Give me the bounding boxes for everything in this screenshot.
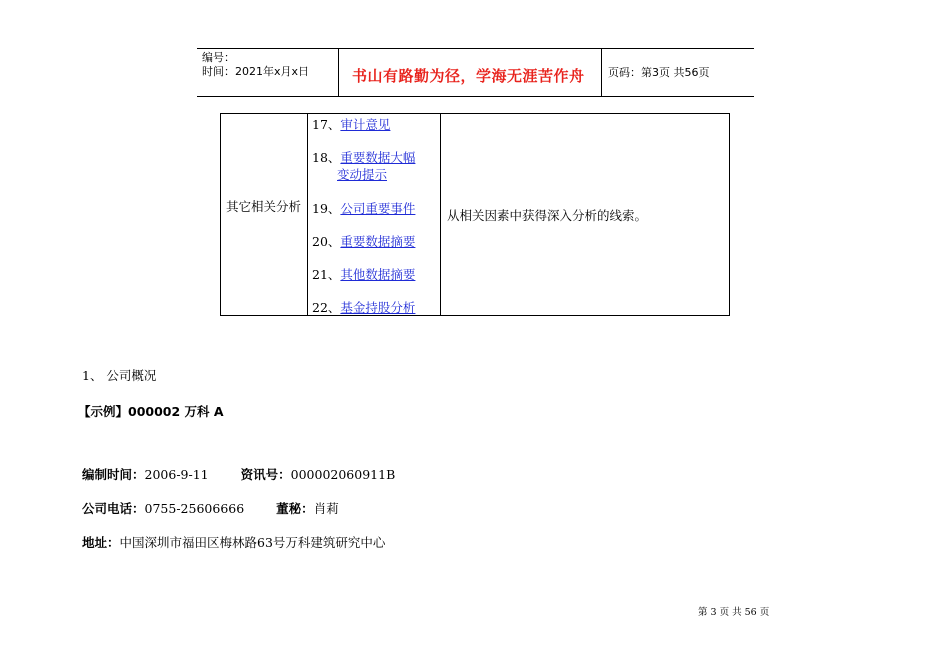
link-key-data-change-cont[interactable]: 变动提示 [337,167,388,182]
link-other-data-summary[interactable]: 其他数据摘要 [340,267,416,282]
item-number: 21、 [312,267,341,282]
item-number: 20、 [312,234,341,249]
secretary-label: 董秘： [276,501,314,516]
phone-label: 公司电话： [82,501,145,516]
category-cell: 其它相关分析 [226,199,302,214]
compile-time-label: 编制时间： [82,467,145,482]
time-label: 时间：2021年x月x日 [202,65,310,78]
link-audit-opinion[interactable]: 审计意见 [340,117,391,132]
address-line [82,535,385,551]
header-divider-right [601,48,602,96]
list-item [312,233,415,250]
compile-time-value: 2006-9-11 [144,467,209,482]
compile-info-line [82,467,395,483]
news-no-label: 资讯号： [240,467,291,482]
page-footer: 第 3 页 共 56 页 [698,607,770,618]
list-item [312,116,390,133]
news-no-value: 000002060911B [290,467,396,482]
item-number: 22、 [312,300,341,315]
contact-line [82,501,339,517]
header-bottom-rule [197,96,754,97]
address-label: 地址： [82,535,120,550]
page-code: 页码：第3页 共56页 [608,66,710,79]
link-key-data-summary[interactable]: 重要数据摘要 [340,234,416,249]
list-item [312,200,415,217]
section-heading: 1、 公司概况 [82,368,157,383]
link-fund-holdings[interactable]: 基金持股分析 [340,300,416,315]
list-item [312,266,415,283]
list-item [312,299,415,316]
link-major-events[interactable]: 公司重要事件 [340,201,416,216]
item-number: 18、 [312,150,341,165]
phone-value: 0755-25606666 [144,501,245,516]
header-divider-left [338,48,339,96]
serial-label: 编号： [202,51,235,64]
table-col-divider-1 [307,114,308,315]
address-value: 中国深圳市福田区梅林路63号万科建筑研究中心 [119,535,386,550]
example-title: 【示例】000002 万科 A [78,404,224,419]
list-item [312,149,415,166]
list-item-continued [337,166,387,183]
description-cell: 从相关因素中获得深入分析的线索。 [447,208,648,223]
header-top-rule [197,48,754,49]
item-number: 17、 [312,117,341,132]
table-col-divider-2 [440,114,441,315]
item-number: 19、 [312,201,341,216]
link-key-data-change[interactable]: 重要数据大幅 [340,150,416,165]
motto: 书山有路勤为径，学海无涯苦作舟 [352,67,585,85]
secretary-value: 肖莉 [313,501,339,516]
